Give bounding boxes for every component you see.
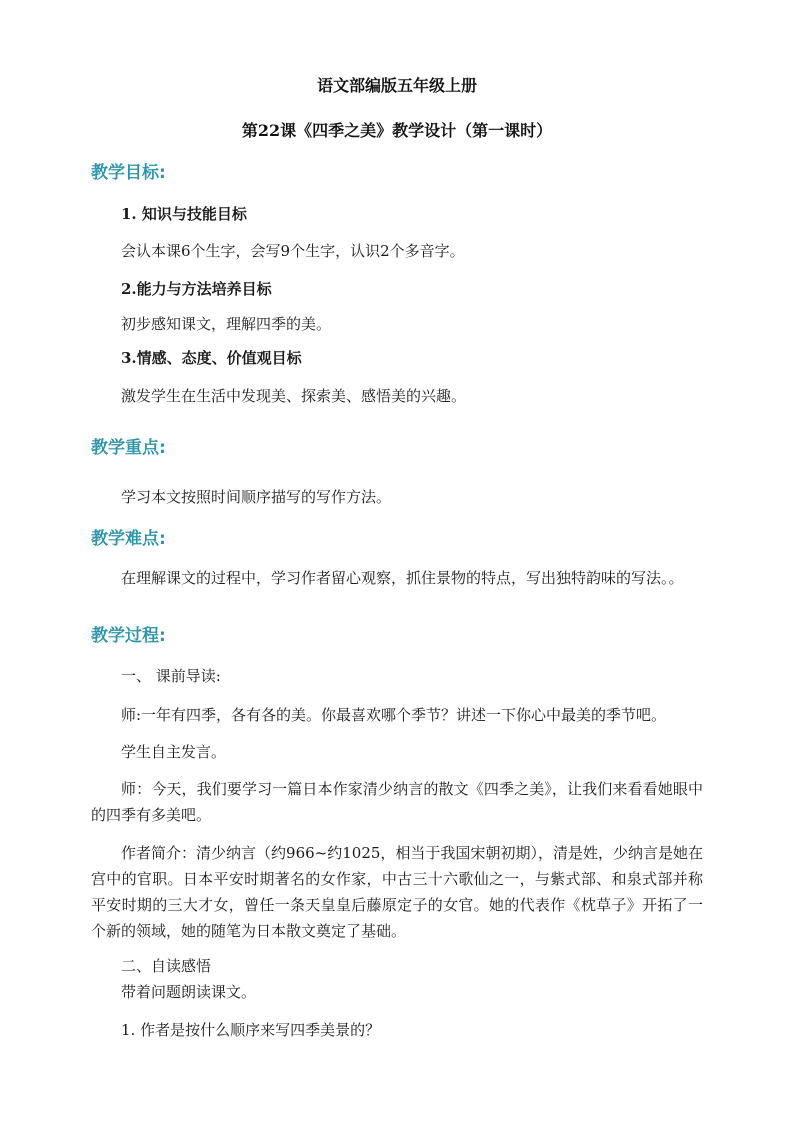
process-heading: 教学过程: <box>91 626 166 646</box>
step1-title: 一、 课前导读: <box>121 667 221 685</box>
teacher-line-1: 师:一年有四季，各有各的美。你最喜欢哪个季节？讲述一下你心中最美的季节吧。 <box>121 706 667 724</box>
step2-text: 带着问题朗读课文。 <box>121 983 257 1001</box>
difficulty-heading: 教学难点: <box>91 529 166 549</box>
objective1-text: 会认本课6个生字，会写9个生字，认识2个多音字。 <box>121 242 465 260</box>
objective3-text: 激发学生在生活中发现美、探索美、感悟美的兴趣。 <box>121 387 467 405</box>
key-points-heading: 教学重点: <box>91 438 166 458</box>
student-line: 学生自主发言。 <box>121 743 227 761</box>
objective2-title: 2.能力与方法培养目标 <box>121 280 272 298</box>
objective1-title: 1. 知识与技能目标 <box>121 205 247 223</box>
objective3-title: 3.情感、态度、价值观目标 <box>121 349 302 367</box>
objective2-text: 初步感知课文，理解四季的美。 <box>121 315 332 333</box>
author-intro: 作者简介：清少纳言（约966~约1025，相当于我国宋朝初期），清是姓，少纳言是她在宫中的官职。日本平安时期著名的女作家，中古三十六歌仙之一，与紫式部、和泉式部并称平安时期的三大才女，曾任一条天皇皇后藤原定子的女官。她的代表作《枕草子》开拓了一个新的领域，她的随笔为日本散文奠定了基础。 <box>91 844 703 940</box>
teacher-line-2: 师：今天，我们要学习一篇日本作家清少纳言的散文《四季之美》，让我们来看看她眼中的四季有多美吧。 <box>91 780 703 824</box>
objectives-heading: 教学目标: <box>91 163 166 183</box>
step2-title: 二、自读感悟 <box>121 957 212 975</box>
key-points-text: 学习本文按照时间顺序描写的写作方法。 <box>121 488 392 506</box>
difficulty-text: 在理解课文的过程中，学习作者留心观察，抓住景物的特点，写出独特韵味的写法。。 <box>121 569 684 587</box>
document-title: 语文部编版五年级上册 <box>316 76 477 95</box>
lesson-title: 第22课《四季之美》教学设计（第一课时） <box>241 121 553 140</box>
question-1: 1. 作者是按什么顺序来写四季美景的？ <box>121 1021 381 1039</box>
